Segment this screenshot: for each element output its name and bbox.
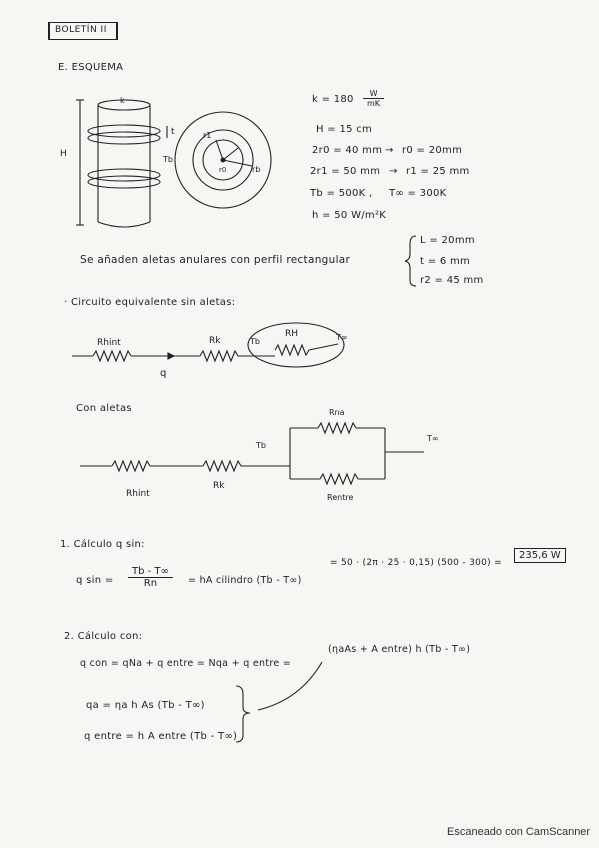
fig-label-k: k bbox=[120, 96, 125, 105]
data-r1: r1 = 25 mm bbox=[406, 166, 470, 177]
section-e-label: E. ESQUEMA bbox=[58, 62, 124, 73]
c1-label-tb: Tb bbox=[250, 337, 260, 346]
circuit-con-aletas bbox=[80, 423, 424, 484]
fig-label-H: H bbox=[60, 149, 67, 159]
arrow-d1: → bbox=[389, 166, 398, 177]
fin-spec-r2: r2 = 45 mm bbox=[420, 275, 484, 286]
data-tb: Tb = 500K , bbox=[310, 188, 373, 199]
data-H: H = 15 cm bbox=[316, 124, 373, 135]
c2-label-tinf: T∞ bbox=[427, 434, 439, 443]
calc2-line1: q con = qNa + q entre = Nqa + q entre = bbox=[80, 658, 292, 669]
calc2-qentre: q entre = h A entre (Tb - T∞) bbox=[84, 731, 238, 742]
c1-label-rhint: Rhint bbox=[97, 338, 121, 348]
calc1-lhs: q sin = bbox=[76, 575, 114, 586]
calc2-brace bbox=[236, 686, 250, 742]
header-title: BOLETÍN II bbox=[55, 25, 107, 35]
calc1-mid: = hA cilindro (Tb - T∞) bbox=[188, 575, 302, 586]
calc2-connector bbox=[258, 662, 322, 710]
data-d0: 2r0 = 40 mm bbox=[312, 145, 383, 156]
fig-label-rb: rb bbox=[252, 165, 261, 174]
scanner-watermark: Escaneado con CamScanner bbox=[447, 826, 591, 838]
calc1-frac-num: Tb - T∞ bbox=[128, 566, 173, 578]
data-d1: 2r1 = 50 mm bbox=[310, 166, 381, 177]
calc2-qa: qa = ηa h As (Tb - T∞) bbox=[86, 700, 205, 711]
calc1-expr: = 50 · (2π · 25 · 0,15) (500 - 300) = bbox=[330, 558, 502, 568]
c2-label-rk: Rk bbox=[213, 481, 225, 491]
data-r0: r0 = 20mm bbox=[402, 145, 463, 156]
circuit-con-heading: Con aletas bbox=[76, 403, 132, 414]
c1-label-rh: RH bbox=[285, 329, 299, 339]
fin-spec-t: t = 6 mm bbox=[420, 256, 471, 267]
top-view-sketch bbox=[175, 112, 271, 208]
data-tinf: T∞ = 300K bbox=[389, 188, 447, 199]
fin-spec-L: L = 20mm bbox=[420, 235, 475, 246]
calc2-heading: 2. Cálculo con: bbox=[64, 631, 143, 642]
calc1-fraction bbox=[128, 566, 173, 589]
c2-label-rentre: Rentre bbox=[327, 493, 354, 502]
fin-sentence: Se añaden aletas anulares con perfil rectangular bbox=[80, 254, 351, 266]
c1-label-tinf: T∞ bbox=[336, 333, 348, 342]
c1-label-rk: Rk bbox=[209, 336, 221, 346]
calc1-heading: 1. Cálculo q sin: bbox=[60, 539, 145, 550]
c1-label-q: q bbox=[160, 368, 167, 379]
data-k-unit-den: mK bbox=[367, 99, 381, 108]
data-k-unit bbox=[363, 89, 384, 108]
circuit-sin-heading: · Circuito equivalente sin aletas: bbox=[64, 297, 236, 308]
cylinder-sketch bbox=[76, 100, 167, 227]
fin-specs-brace bbox=[405, 236, 416, 286]
calc1-frac-den: Rn bbox=[143, 578, 158, 589]
calc1-result: 235,6 W bbox=[514, 548, 566, 563]
data-k-unit-num: W bbox=[363, 89, 384, 99]
fig-label-t: t bbox=[171, 127, 175, 137]
fig-label-tb: Tb bbox=[163, 155, 173, 164]
fig-label-r0: r0 bbox=[219, 166, 227, 174]
calc2-line1b: (ηaAs + A entre) h (Tb - T∞) bbox=[328, 644, 471, 655]
data-h: h = 50 W/m²K bbox=[312, 210, 387, 221]
data-k: k = 180 bbox=[312, 94, 354, 105]
c2-label-rna: Rna bbox=[329, 408, 345, 417]
arrow-d0: → bbox=[385, 145, 394, 156]
c2-label-rhint: Rhint bbox=[126, 489, 150, 499]
c2-label-tb: Tb bbox=[256, 441, 266, 450]
fig-label-r1: r1 bbox=[203, 131, 212, 140]
